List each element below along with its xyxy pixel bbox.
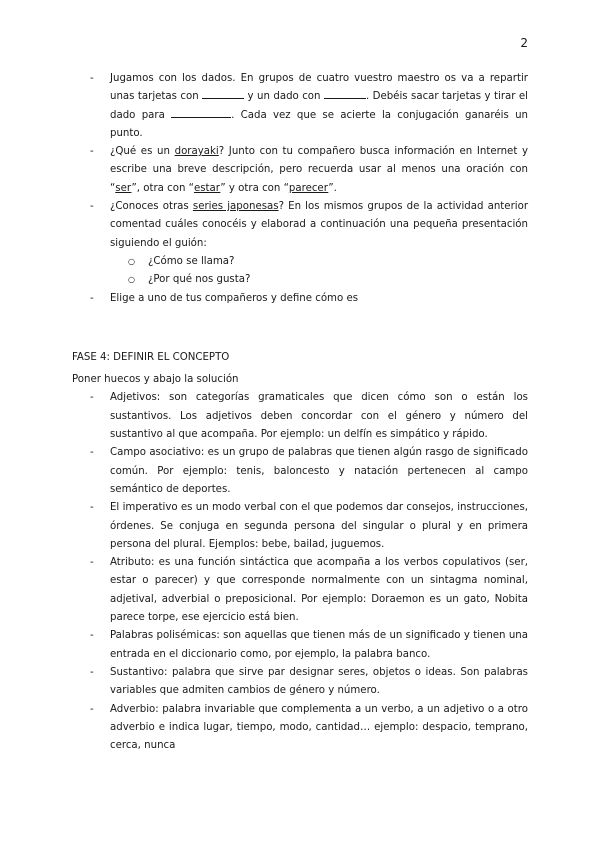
- dorayaki-text-5: ”.: [328, 182, 337, 194]
- parecer-word: parecer: [288, 182, 329, 194]
- definition-item: - Atributo: es una función sintáctica que acompaña a los verbos copulativos (ser, estar o parecer) y que corresponde normalmente con un sintagma nominal, adjetival, adverbial o preposicional. Por ejemplo: Doraemon es un gato, Nobita parece torpe, ese ejercicio está bien.: [72, 554, 528, 627]
- definitions-list: [72, 389, 528, 755]
- dados-text-3: . Debéis sacar tarjetas y tirar el dado para: [110, 91, 528, 121]
- list-item-dados: [72, 70, 528, 143]
- activity-list: [72, 70, 528, 308]
- dorayaki-text-2: ? Junto con tu compañero busca información en Internet y escribe una breve descripción, pero recuerda usar al menos una oración con “: [110, 146, 528, 194]
- estar-word: estar: [193, 182, 221, 194]
- blank-line: [171, 107, 231, 118]
- blank-line: [202, 88, 244, 99]
- dados-text-2: y un dado con: [244, 91, 324, 103]
- definition-item: - Adverbio: palabra invariable que complementa a un verbo, a un adjetivo o a otro adverbio e indica lugar, tiempo, modo, cantidad… ejemplo: despacio, temprano, cerca, nunca: [72, 701, 528, 756]
- dorayaki-word: dorayaki: [174, 146, 219, 158]
- series-text-1: ¿Conoces otras: [110, 201, 193, 213]
- list-item-elige: - Elige a uno de tus compañeros y define cómo es: [72, 290, 528, 308]
- ser-word: ser: [115, 182, 132, 194]
- page-number: 2: [520, 36, 528, 50]
- definition-item: - El imperativo es un modo verbal con el que podemos dar consejos, instrucciones, órdenes. Se conjuga en segunda persona del singular o plural y en primera persona del plural. Ejemplos: bebe, bailad, juguemos.: [72, 499, 528, 554]
- list-item-dorayaki: [72, 143, 528, 198]
- definition-item: - Sustantivo: palabra que sirve par designar seres, objetos o ideas. Son palabras variables que admiten cambios de género y número.: [72, 664, 528, 701]
- guide-sublist: [110, 253, 528, 290]
- series-link[interactable]: series japonesas: [192, 201, 279, 213]
- definition-item: - Palabras polisémicas: son aquellas que tienen más de un significado y tienen una entrada en el diccionario como, por ejemplo, la palabra banco.: [72, 627, 528, 664]
- dados-text-1: Jugamos con los dados. En grupos de cuatro vuestro maestro os va a repartir unas tarjetas con: [110, 73, 528, 103]
- sublist-item: ○ ¿Cómo se llama?: [110, 253, 528, 271]
- sublist-item: ○ ¿Por qué nos gusta?: [110, 271, 528, 289]
- phase-title: FASE 4: DEFINIR EL CONCEPTO: [72, 351, 230, 363]
- dorayaki-text-1: ¿Qué es un: [110, 146, 175, 158]
- definition-item: - Campo asociativo: es un grupo de palabras que tienen algún rasgo de significado común. Por ejemplo: tenis, baloncesto y natación pertenecen al campo semántico de deportes.: [72, 444, 528, 499]
- series-text-2: ? En los mismos grupos de la actividad anterior comentad cuáles conocéis y elaborad a continuación una pequeña presentación siguiendo el guión:: [110, 201, 529, 249]
- definition-item: - Adjetivos: son categorías gramaticales que dicen cómo son o están los sustantivos. Los adjetivos deben concordar con el género y número del sustantivo al que acompaña. Por ejemplo: un delfín es simpático y rápido.: [72, 389, 528, 444]
- phase-instruction: Poner huecos y abajo la solución: [72, 374, 239, 386]
- document-body: [72, 70, 528, 755]
- blank-line: [324, 88, 366, 99]
- dados-text-4: . Cada vez que se acierte la conjugación ganaréis un punto.: [110, 109, 528, 139]
- dorayaki-text-4: ” y otra con “: [220, 182, 289, 194]
- list-item-series: [72, 198, 528, 289]
- dorayaki-text-3: ”, otra con “: [131, 182, 194, 194]
